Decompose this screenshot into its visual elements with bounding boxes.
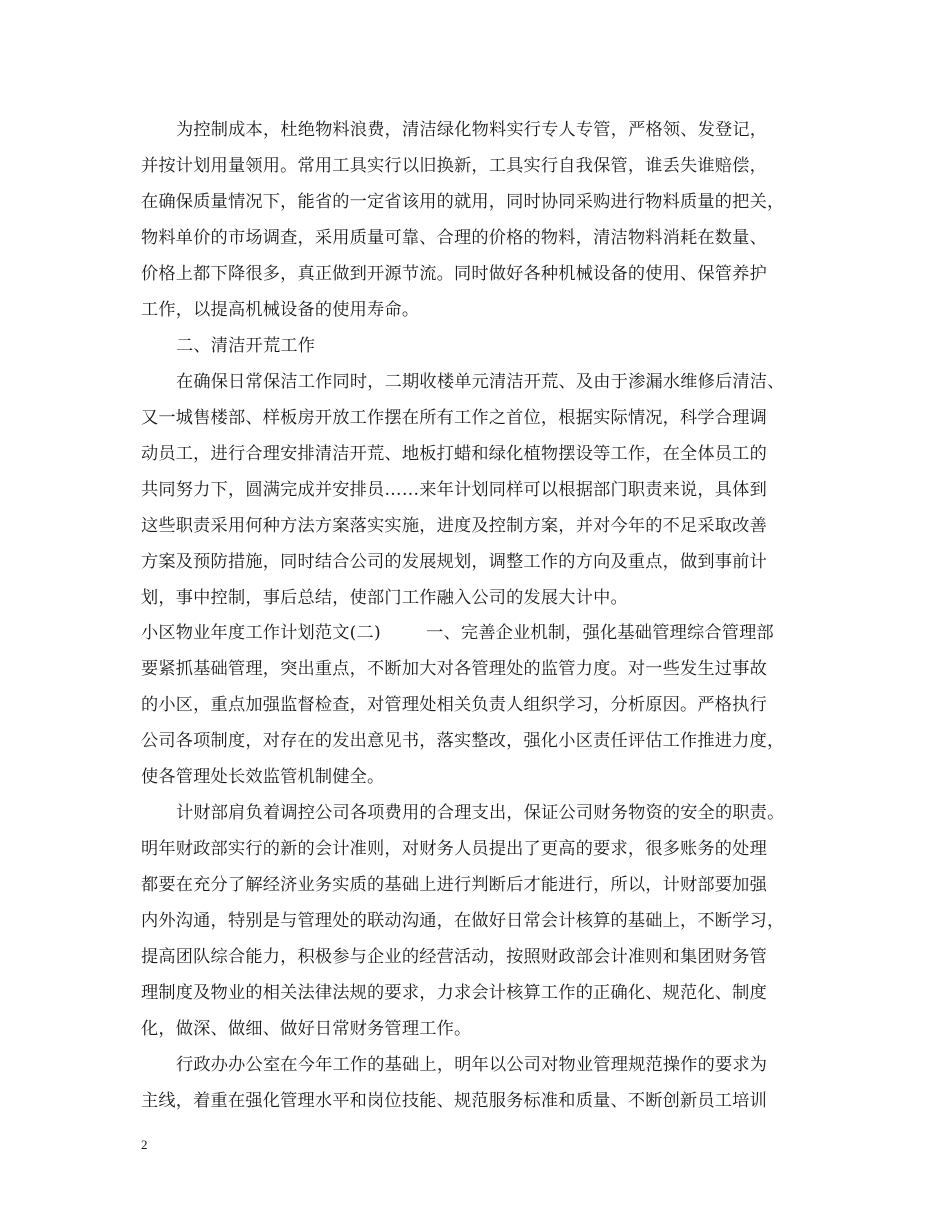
text-line: 要紧抓基础管理，突出重点，不断加大对各管理处的监管力度。对一些发生过事故 bbox=[141, 659, 767, 679]
section-heading: 二、清洁开荒工作 bbox=[176, 336, 316, 356]
text-line: 理制度及物业的相关法律法规的要求，力求会计核算工作的正确化、规范化、制度 bbox=[141, 983, 767, 1003]
text-line: 行政办办公室在今年工作的基础上，明年以公司对物业管理规范操作的要求为 bbox=[176, 1055, 768, 1075]
page-number: 2 bbox=[141, 1137, 148, 1152]
text-line: 明年财政部实行的新的会计准则，对财务人员提出了更高的要求，很多账务的处理 bbox=[141, 839, 767, 859]
text-line: 共同努力下，圆满完成并安排员……来年计划同样可以根据部门职责来说，具体到 bbox=[141, 480, 767, 500]
section-title-line: 小区物业年度工作计划范文(二) 一、完善企业机制，强化基础管理综合管理部 bbox=[141, 623, 774, 643]
text-line: 价格上都下降很多，真正做到开源节流。同时做好各种机械设备的使用、保管养护 bbox=[141, 264, 767, 284]
text-line: 在确保质量情况下，能省的一定省该用的就用，同时协同采购进行物料质量的把关， bbox=[141, 192, 785, 212]
text-line: 动员工，进行合理安排清洁开荒、地板打蜡和绿化植物摆设等工作，在全体员工的 bbox=[141, 444, 767, 464]
text-line: 都要在充分了解经济业务实质的基础上进行判断后才能进行，所以，计财部要加强 bbox=[141, 875, 767, 895]
text-line: 内外沟通，特别是与管理处的联动沟通，在做好日常会计核算的基础上，不断学习， bbox=[141, 911, 785, 931]
text-line: 物料单价的市场调查，采用质量可靠、合理的价格的物料，清洁物料消耗在数量、 bbox=[141, 228, 767, 248]
text-line: 划，事中控制，事后总结，使部门工作融入公司的发展大计中。 bbox=[141, 588, 628, 608]
text-line: 并按计划用量领用。常用工具实行以旧换新，工具实行自我保管，谁丢失谁赔偿， bbox=[141, 156, 767, 176]
text-line: 方案及预防措施，同时结合公司的发展规划，调整工作的方向及重点，做到事前计 bbox=[141, 552, 767, 572]
text-line: 工作，以提高机械设备的使用寿命。 bbox=[141, 300, 420, 320]
text-line: 计财部肩负着调控公司各项费用的合理支出，保证公司财务物资的安全的职责。 bbox=[176, 803, 785, 823]
text-line: 在确保日常保洁工作同时，二期收楼单元清洁开荒、及由于渗漏水维修后清洁、 bbox=[176, 372, 785, 392]
text-line: 这些职责采用何种方法方案落实实施，进度及控制方案，并对今年的不足采取改善 bbox=[141, 516, 767, 536]
text-line: 的小区，重点加强监督检查，对管理处相关负责人组织学习，分析原因。严格执行 bbox=[141, 695, 767, 715]
text-line: 又一城售楼部、样板房开放工作摆在所有工作之首位，根据实际情况，科学合理调 bbox=[141, 408, 767, 428]
text-line: 主线，着重在强化管理水平和岗位技能、规范服务标准和质量、不断创新员工培训 bbox=[141, 1091, 767, 1111]
text-line: 为控制成本，杜绝物料浪费，清洁绿化物料实行专人专管，严格领、发登记， bbox=[176, 120, 768, 140]
text-line: 使各管理处长效监管机制健全。 bbox=[141, 767, 385, 787]
text-line: 提高团队综合能力，积极参与企业的经营活动，按照财政部会计准则和集团财务管 bbox=[141, 947, 767, 967]
text-line: 化，做深、做细、做好日常财务管理工作。 bbox=[141, 1019, 472, 1039]
text-line: 公司各项制度，对存在的发出意见书，落实整改，强化小区责任评估工作推进力度， bbox=[141, 731, 785, 751]
